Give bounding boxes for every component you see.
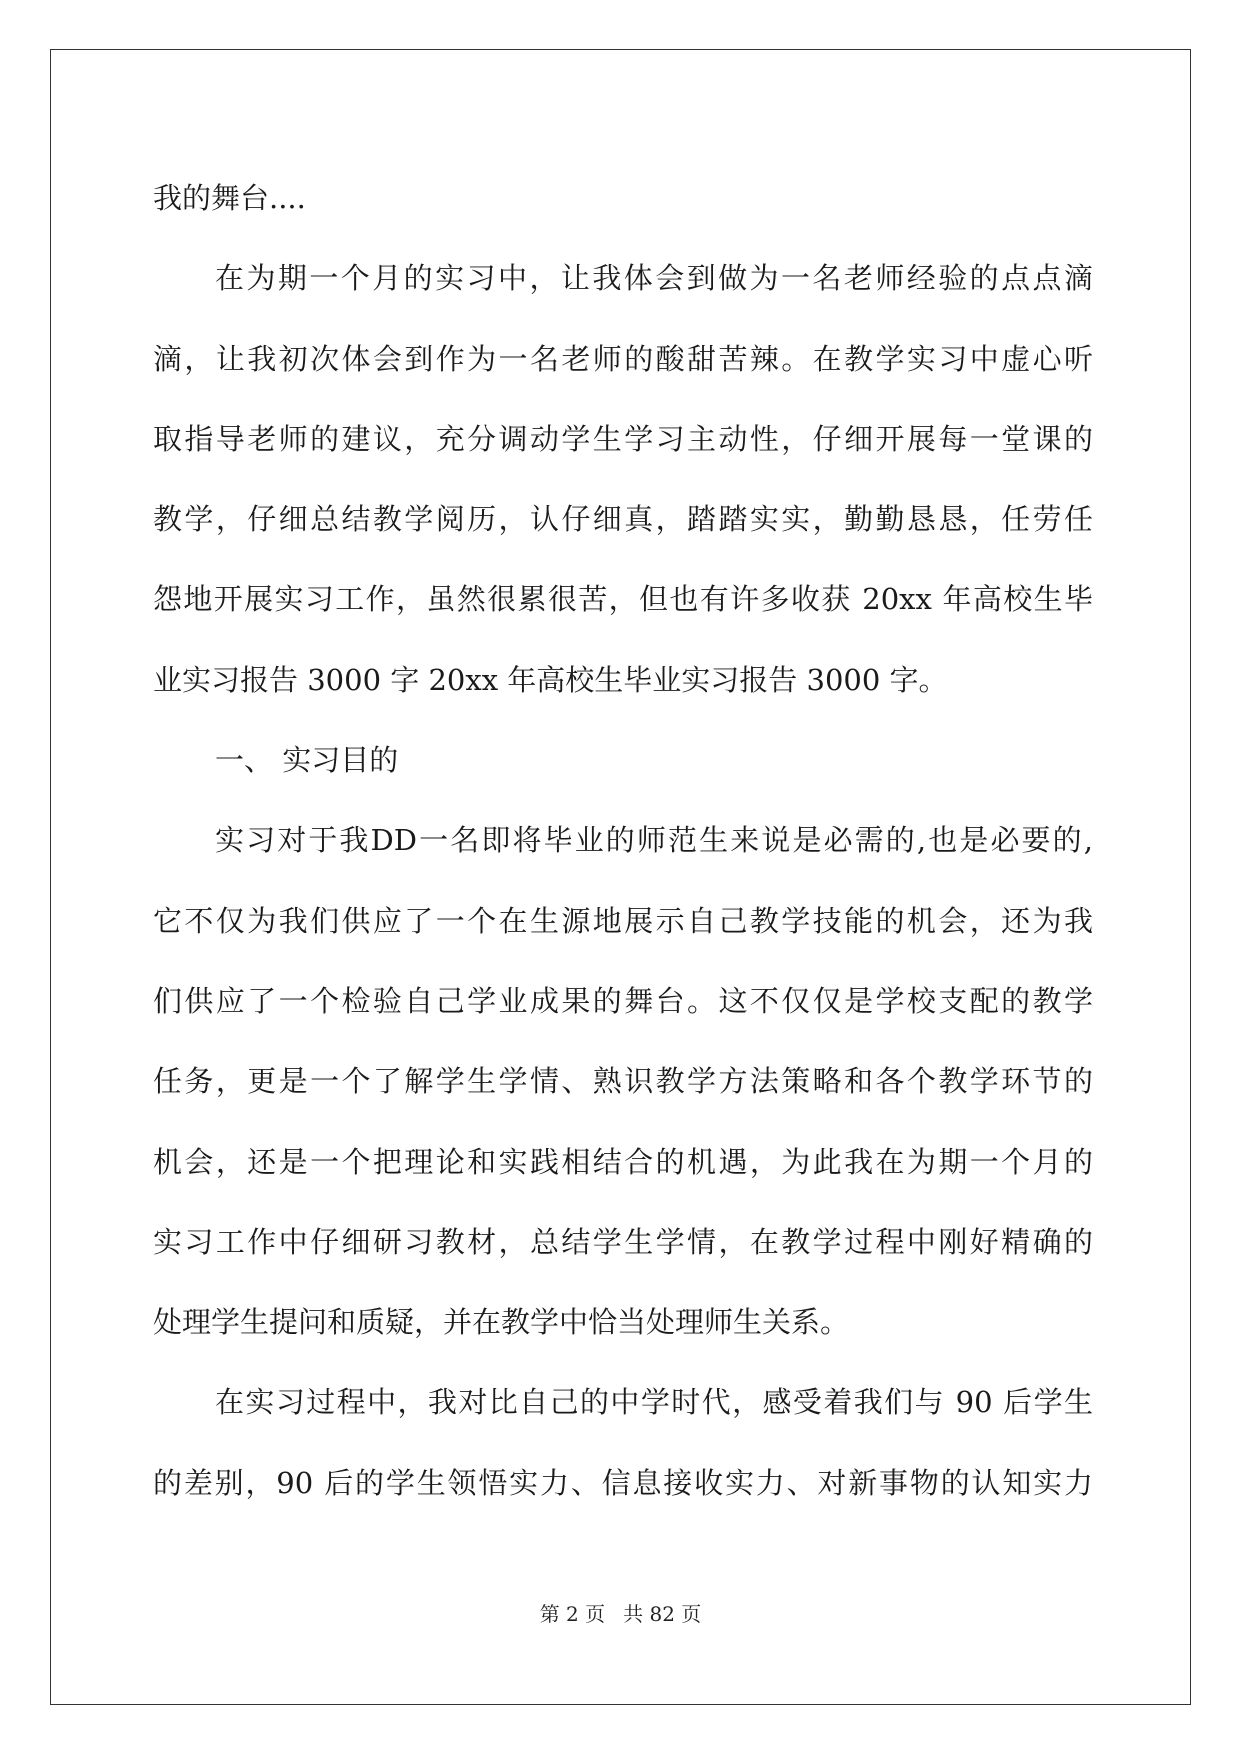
page-total: 共 82 页 (623, 1602, 702, 1626)
text-line: 它不仅为我们供应了一个在生源地展示自己教学技能的机会，还为我 (153, 903, 1093, 938)
text-line: 机会，还是一个把理论和实践相结合的机遇，为此我在为期一个月的 (153, 1144, 1093, 1179)
text-line: 取指导老师的建议，充分调动学生学习主动性，仔细开展每一堂课的 (153, 421, 1093, 456)
text-line: 教学，仔细总结教学阅历，认仔细真，踏踏实实，勤勤恳恳，任劳任 (153, 502, 1093, 537)
text-line: 实习工作中仔细研习教材，总结学生学情，在教学过程中刚好精确的 (153, 1224, 1093, 1259)
text-line: 在实习过程中，我对比自己的中学时代，感受着我们与 90 后学生 (215, 1385, 1093, 1420)
text-line: 滴，让我初次体会到作为一名老师的酸甜苦辣。在教学实习中虚心听 (153, 341, 1093, 376)
text-line: 怨地开展实习工作，虽然很累很苦，但也有许多收获 20xx 年高校生毕 (153, 582, 1093, 617)
text-line: 我的舞台.... (153, 181, 306, 215)
text-line: 任务，更是一个了解学生学情、熟识教学方法策略和各个教学环节的 (153, 1064, 1093, 1099)
text-line: 的差别，90 后的学生领悟实力、信息接收实力、对新事物的认知实力 (153, 1465, 1093, 1500)
text-line: 处理学生提问和质疑，并在教学中恰当处理师生关系。 (153, 1305, 850, 1340)
text-line: 们供应了一个检验自己学业成果的舞台。这不仅仅是学校支配的教学 (153, 983, 1093, 1018)
section-heading: 一、 实习目的 (215, 743, 399, 778)
page-footer (0, 1598, 1241, 1627)
text-line: 业实习报告 3000 字 20xx 年高校生毕业实习报告 3000 字。 (153, 662, 948, 697)
document-body (153, 158, 1093, 1523)
text-line: 在为期一个月的实习中，让我体会到做为一名老师经验的点点滴 (215, 261, 1093, 296)
page-number: 第 2 页 (539, 1602, 606, 1626)
text-line: 实习对于我DD一名即将毕业的师范生来说是必需的,也是必要的, (215, 823, 1093, 858)
